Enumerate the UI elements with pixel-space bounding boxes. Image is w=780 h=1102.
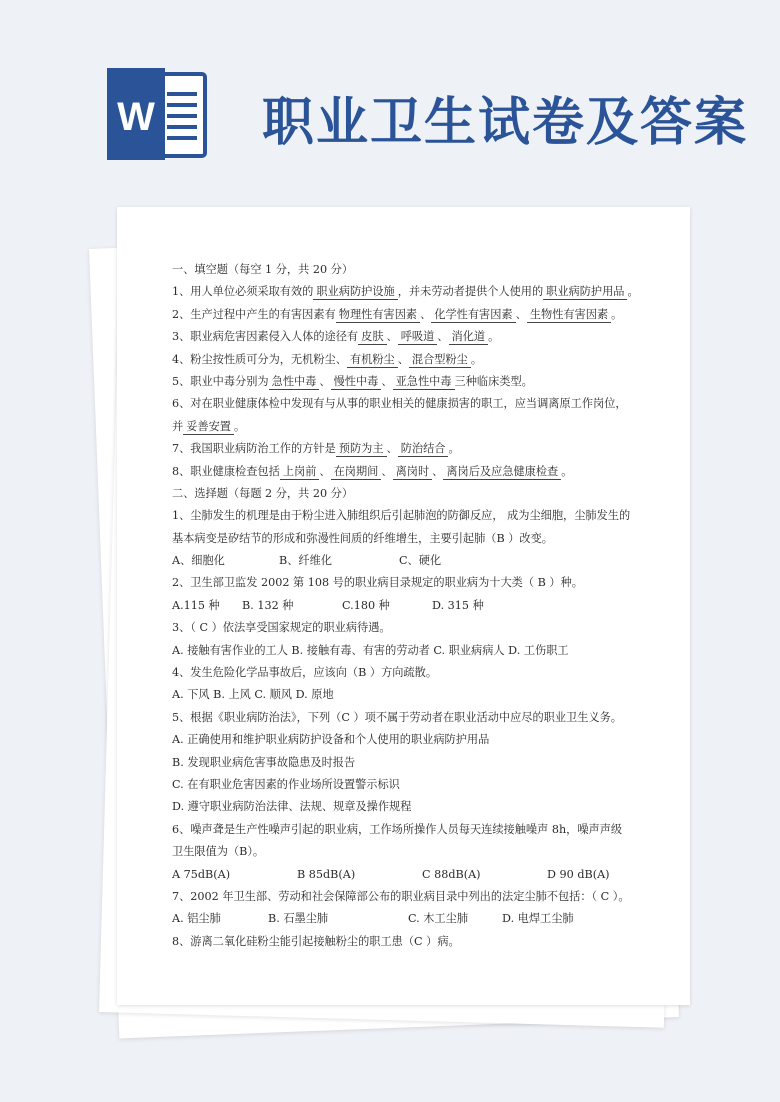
choice-question-5-option-d: D. 遵守职业病防治法律、法规、规章及操作规程 <box>172 800 412 814</box>
choice-question-2: 2、卫生部卫监发 2002 第 108 号的职业病目录规定的职业病为十大类（ B ）种。 <box>172 576 583 590</box>
word-document-icon <box>107 68 207 160</box>
word-icon-letter: W <box>117 95 155 139</box>
choice-question-2-options: A.115 种 B. 132 种 C.180 种 D. 315 种 <box>172 598 484 612</box>
choice-question-6-line1: 6、噪声聋是生产性噪声引起的职业病，工作场所操作人员每天连续接触噪声 8h，噪声声级 <box>172 822 623 836</box>
section-heading-choice: 二、选择题（每题 2 分，共 20 分） <box>172 486 354 500</box>
choice-question-1-line1: 1、尘肺发生的机理是由于粉尘进入肺组织后引起肺泡的防御反应， 成为尘细胞，尘肺发生的 <box>172 509 631 523</box>
choice-question-6-line2: 卫生限值为（B）。 <box>172 845 265 859</box>
choice-question-3-options: A. 接触有害作业的工人 B. 接触有毒、有害的劳动者 C. 职业病病人 D. 工伤职工 <box>172 643 569 657</box>
choice-question-5: 5、根据《职业病防治法》，下列（C ）项不属于劳动者在职业活动中应尽的职业卫生义务。 <box>172 710 622 724</box>
choice-question-5-option-a: A. 正确使用和维护职业病防护设备和个人使用的职业病防护用品 <box>172 733 490 747</box>
choice-question-7: 7、2002 年卫生部、劳动和社会保障部公布的职业病目录中列出的法定尘肺不包括：（ C ）。 <box>172 889 630 903</box>
choice-question-5-option-b: B. 发现职业病危害事故隐患及时报告 <box>172 755 356 769</box>
section-heading-fill: 一、填空题（每空 1 分，共 20 分） <box>172 263 354 276</box>
choice-question-3: 3、（ C ）依法享受国家规定的职业病待遇。 <box>172 621 391 635</box>
fill-question-7: 7、我国职业病防治工作的方针是 预防为主 、 防治结合 。 <box>172 442 460 456</box>
choice-question-7-options: A. 铝尘肺 B. 石墨尘肺 C. 木工尘肺 D. 电焊工尘肺 <box>172 912 574 926</box>
header <box>0 0 780 200</box>
fill-question-5: 5、职业中毒分别为 急性中毒 、 慢性中毒 、 亚急性中毒 三种临床类型。 <box>172 374 533 388</box>
page-title: 职业卫生试卷及答案 <box>262 93 749 153</box>
fill-question-1: 1、用人单位必须采取有效的 职业病防护设施 ，并未劳动者提供个人使用的 职业病防护用品 。 <box>172 285 639 299</box>
fill-question-2: 2、生产过程中产生的有害因素有 物理性有害因素 、 化学性有害因素 、 生物性有害因素 。 <box>172 307 623 321</box>
fill-question-6-line2: 并 妥善安置 。 <box>172 419 246 433</box>
choice-question-5-option-c: C. 在有职业危害因素的作业场所设置警示标识 <box>172 777 400 791</box>
fill-question-8: 8、职业健康检查包括 上岗前 、 在岗期间 、 离岗时 、 离岗后及应急健康检查 。 <box>172 464 573 478</box>
exam-content <box>172 259 672 953</box>
choice-question-8: 8、游离二氧化硅粉尘能引起接触粉尘的职工患（C ）病。 <box>172 934 460 948</box>
fill-question-3: 3、职业病危害因素侵入人体的途径有 皮肤 、 呼吸道 、 消化道 。 <box>172 330 500 344</box>
fill-question-4: 4、粉尘按性质可分为，无机粉尘、 有机粉尘 、 混合型粉尘 。 <box>172 352 483 366</box>
fill-question-6-line1: 6、对在职业健康体检中发现有与从事的职业相关的健康损害的职工，应当调离原工作岗位， <box>172 397 627 411</box>
exam-page <box>117 207 690 1005</box>
choice-question-1-line2: 基本病变是矽结节的形成和弥漫性间质的纤维增生，主要引起肺（B ）改变。 <box>172 531 553 545</box>
choice-question-1-options: A、细胞化 B、纤维化 C、硬化 <box>172 554 442 568</box>
choice-question-4-options: A. 下风 B. 上风 C. 顺风 D. 原地 <box>172 688 334 702</box>
choice-question-6-options: A 75dB(A) B 85dB(A) C 88dB(A) D 90 dB(A) <box>172 867 610 881</box>
choice-question-4: 4、发生危险化学品事故后，应该向（B ）方向疏散。 <box>172 666 438 680</box>
